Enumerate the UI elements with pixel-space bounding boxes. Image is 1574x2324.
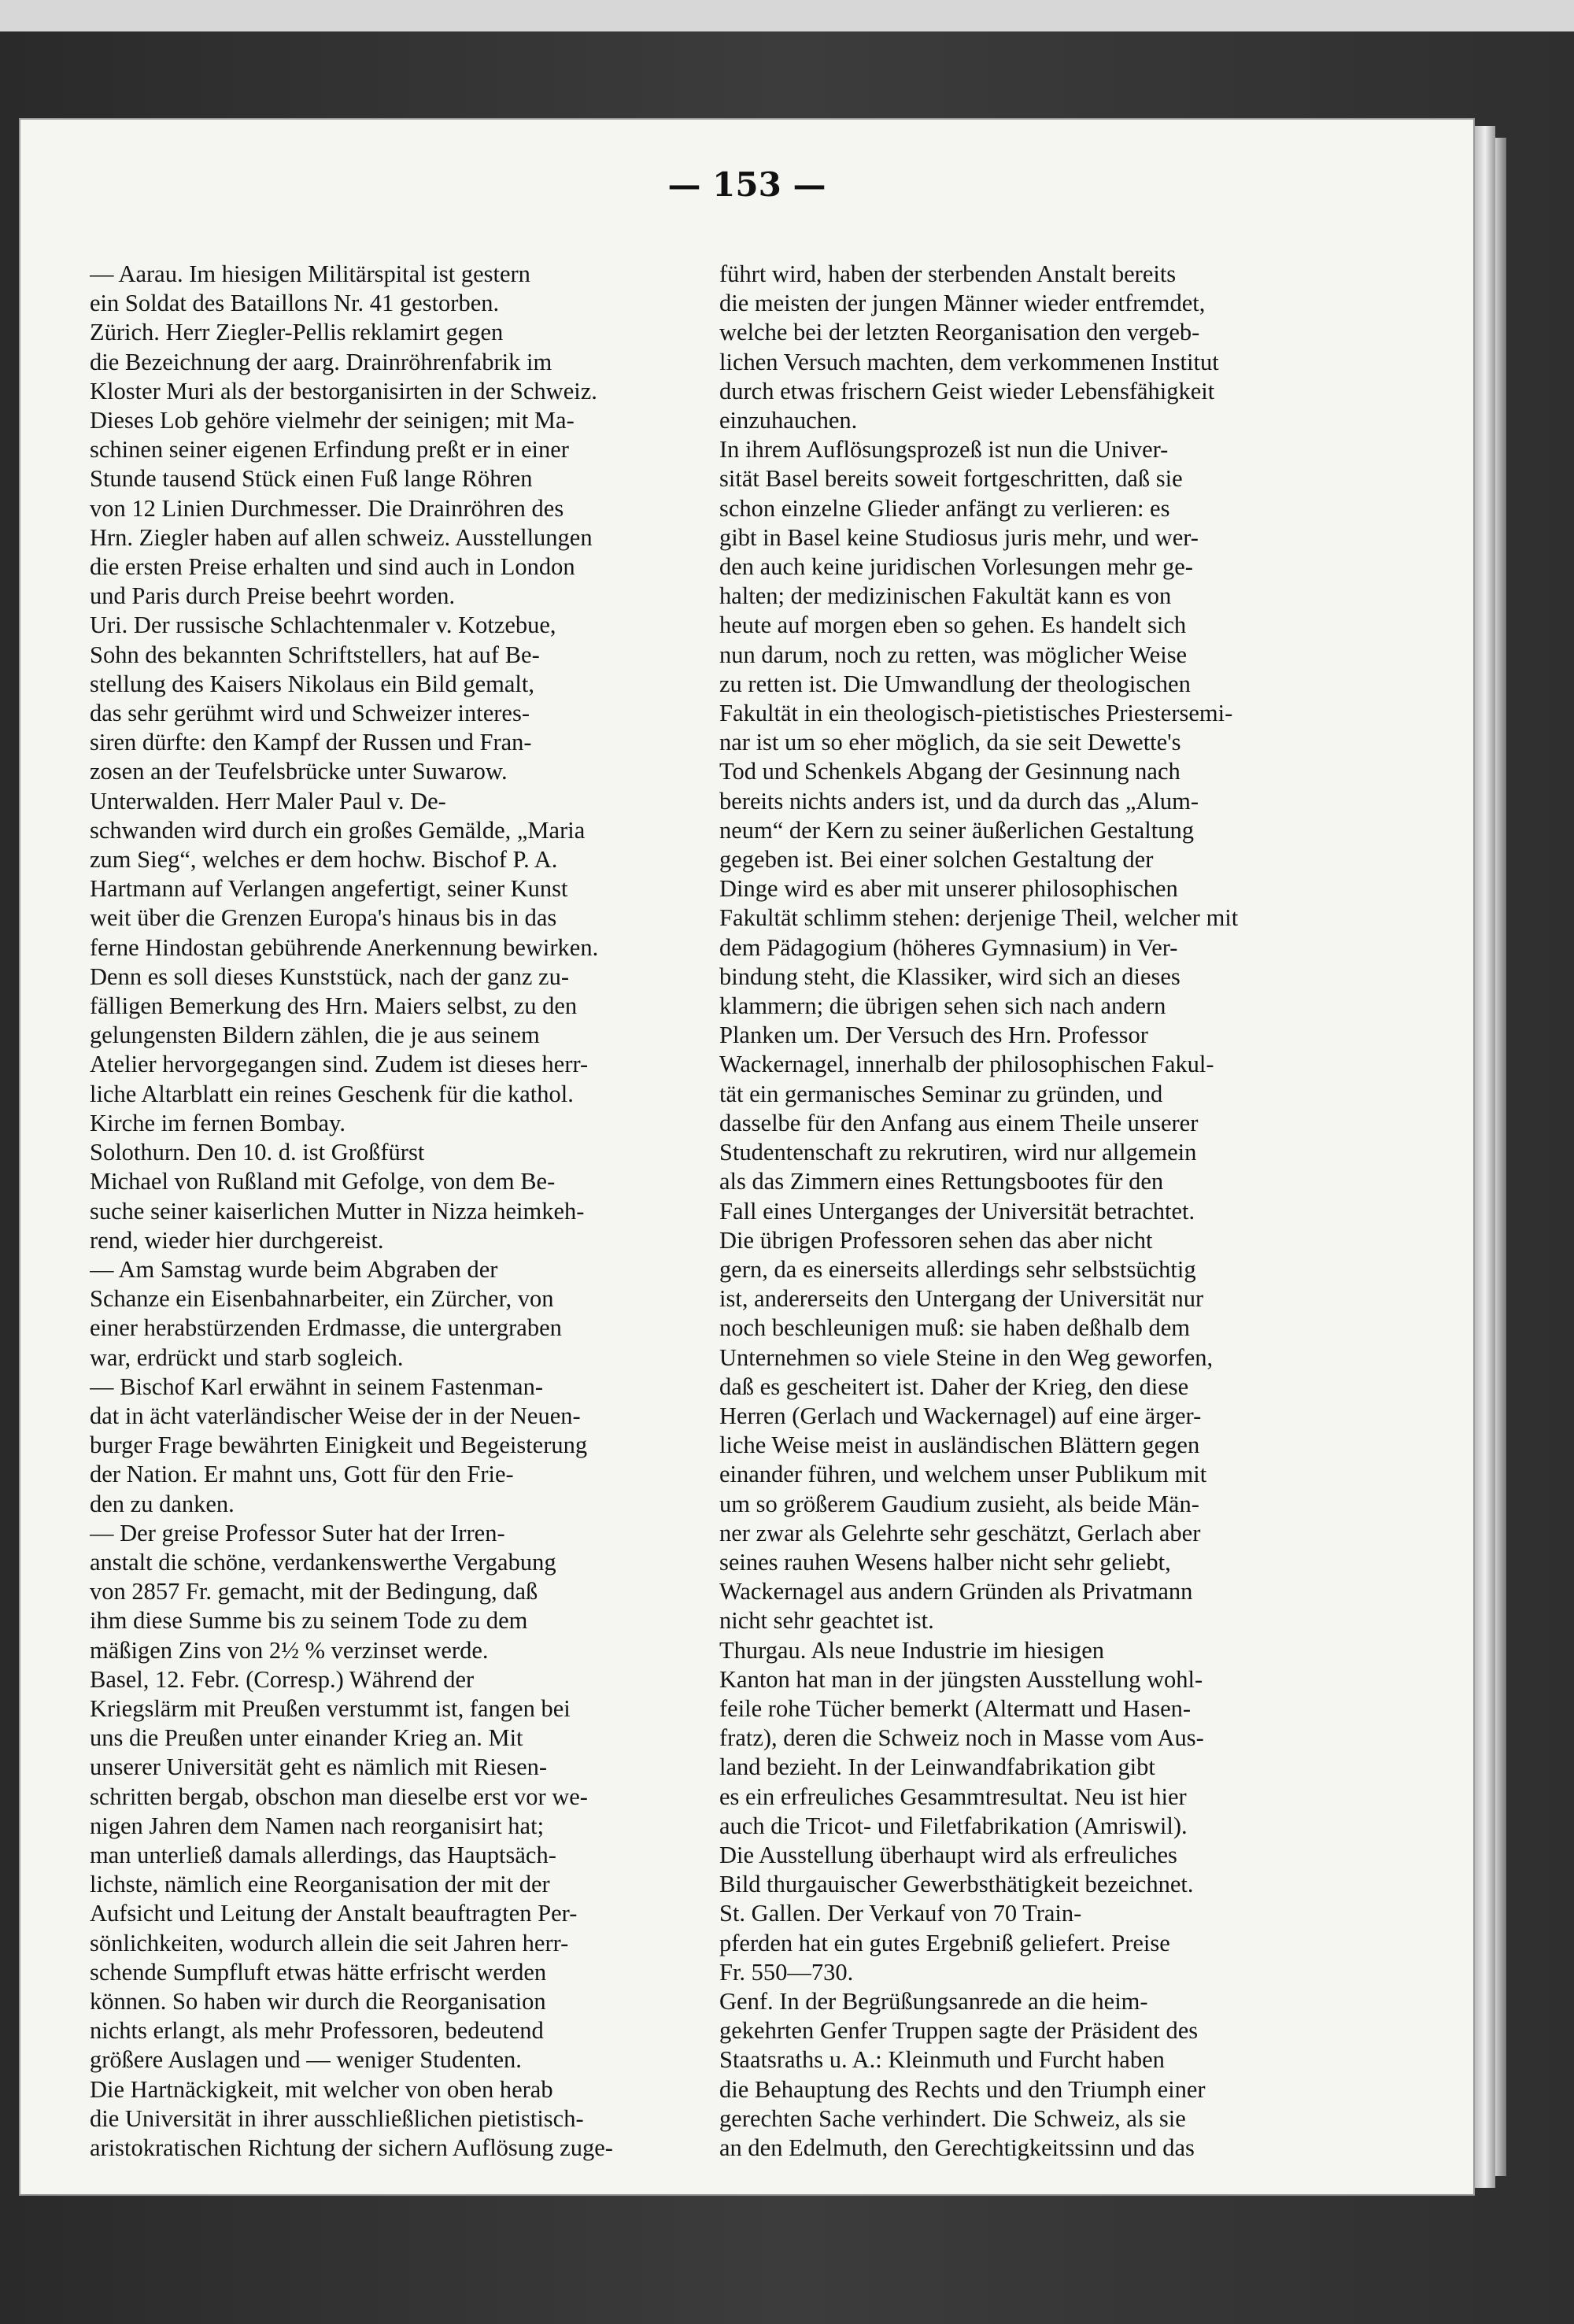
text-line: Die Ausstellung überhaupt wird als erfreuliches xyxy=(719,1841,1177,1868)
text-line: Fakultät schlimm stehen: derjenige Theil, welcher mit xyxy=(719,904,1239,932)
text-line: Unternehmen so viele Steine in den Weg geworfen, xyxy=(719,1343,1214,1371)
text-line: seines rauhen Wesens halber nicht sehr geliebt, xyxy=(719,1548,1171,1576)
text-line: Sohn des bekannten Schriftstellers, hat auf Be- xyxy=(90,641,540,668)
text-line: Fall eines Unterganges der Universität betrachtet. xyxy=(719,1197,1195,1225)
text-line: Staatsraths u. A.: Kleinmuth und Furcht haben xyxy=(719,2046,1165,2074)
text-line: Dinge wird es aber mit unserer philosophischen xyxy=(719,875,1178,903)
text-line: Wackernagel aus andern Gründen als Privatmann xyxy=(719,1578,1193,1605)
text-line: einander führen, und welchem unser Publikum mit xyxy=(719,1461,1207,1488)
text-line: feile rohe Tücher bemerkt (Altermatt und Hasen- xyxy=(719,1694,1192,1722)
text-line: Kirche im fernen Bombay. xyxy=(90,1109,345,1136)
text-line: Schanze ein Eisenbahnarbeiter, ein Zürcher, von xyxy=(90,1285,554,1313)
text-line: Herren (Gerlach und Wackernagel) auf eine ärger- xyxy=(719,1402,1202,1429)
text-line: an den Edelmuth, den Gerechtigkeitssinn und das xyxy=(719,2134,1195,2161)
text-line: daß es gescheitert ist. Daher der Krieg, den diese xyxy=(719,1373,1189,1400)
top-strip xyxy=(0,0,1574,31)
text-line: welche bei der letzten Reorganisation den vergeb- xyxy=(719,319,1200,346)
text-line: Kriegslärm mit Preußen verstummt ist, fangen bei xyxy=(90,1694,571,1722)
text-line: Hartmann auf Verlangen angefertigt, seiner Kunst xyxy=(90,875,568,903)
text-line: pferden hat ein gutes Ergebniß geliefert. Preise xyxy=(719,1929,1170,1956)
text-line: Atelier hervorgegangen sind. Zudem ist dieses herr- xyxy=(90,1051,589,1078)
text-line: sität Basel bereits soweit fortgeschritten, daß sie xyxy=(719,465,1183,493)
text-line: nar ist um so eher möglich, da sie seit Dewette's xyxy=(719,729,1181,756)
text-line: aristokratischen Richtung der sichern Auflösung zuge- xyxy=(90,2134,613,2161)
text-line: auch die Tricot- und Filetfabrikation (Amriswil). xyxy=(719,1812,1188,1839)
text-line: ferne Hindostan gebührende Anerkennung bewirken. xyxy=(90,933,599,961)
text-line: neum“ der Kern zu seiner äußerlichen Gestaltung xyxy=(719,816,1194,844)
text-line: ist, andererseits den Untergang der Universität nur xyxy=(719,1285,1204,1313)
text-line: dasselbe für den Anfang aus einem Theile unserer xyxy=(719,1109,1199,1136)
text-line: die Behauptung des Rechts und den Triumph einer xyxy=(719,2075,1206,2103)
text-line: dat in ächt vaterländischer Weise der in der Neuen- xyxy=(90,1402,581,1429)
text-line: fälligen Bemerkung des Hrn. Maiers selbst, zu den xyxy=(90,992,578,1020)
text-line: suche seiner kaiserlichen Mutter in Nizza heimkeh- xyxy=(90,1197,585,1225)
page-number: — 153 — xyxy=(667,165,826,204)
text-line: die meisten der jungen Männer wieder entfremdet, xyxy=(719,290,1206,317)
text-line: uns die Preußen unter einander Krieg an. Mit xyxy=(90,1724,523,1752)
text-line: nicht sehr geachtet ist. xyxy=(719,1607,934,1635)
text-line: Stunde tausend Stück einen Fuß lange Röhren xyxy=(90,465,533,493)
text-line: tät ein germanisches Seminar zu gründen, und xyxy=(719,1080,1163,1107)
text-line: zosen an der Teufelsbrücke unter Suwarow. xyxy=(90,758,508,785)
text-line: größere Auslagen und — weniger Studenten. xyxy=(90,2046,522,2074)
text-line: nichts erlangt, als mehr Professoren, bedeutend xyxy=(90,2017,544,2045)
text-line: anstalt die schöne, verdankenswerthe Vergabung xyxy=(90,1548,556,1576)
text-line: gern, da es einerseits allerdings sehr selbstsüchtig xyxy=(719,1255,1196,1283)
text-line: der Nation. Er mahnt uns, Gott für den Frie- xyxy=(90,1461,514,1488)
text-line: Planken um. Der Versuch des Hrn. Professor xyxy=(719,1022,1148,1049)
text-line: um so größerem Gaudium zusieht, als beide Män- xyxy=(719,1490,1199,1517)
text-line: rend, wieder hier durchgereist. xyxy=(90,1226,384,1254)
text-line: Kanton hat man in der jüngsten Ausstellung wohl- xyxy=(719,1665,1203,1693)
text-line: lichen Versuch machten, dem verkommenen Institut xyxy=(719,348,1219,375)
text-line: sönlichkeiten, wodurch allein die seit Jahren herr- xyxy=(90,1929,569,1956)
text-line: Denn es soll dieses Kunststück, nach der ganz zu- xyxy=(90,962,569,990)
text-line: gelungensten Bildern zählen, die je aus seinem xyxy=(90,1022,540,1049)
text-line: als das Zimmern eines Rettungsbootes für den xyxy=(719,1168,1164,1195)
text-line: liche Weise meist in ausländischen Blättern gegen xyxy=(719,1432,1200,1459)
text-line: Hrn. Ziegler haben auf allen schweiz. Ausstellungen xyxy=(90,523,593,551)
text-line: gerechten Sache verhindert. Die Schweiz, als sie xyxy=(719,2104,1186,2132)
text-line: zu retten ist. Die Umwandlung der theologischen xyxy=(719,670,1191,697)
text-line: liche Altarblatt ein reines Geschenk für die kathol. xyxy=(90,1080,574,1107)
text-line: fratz), deren die Schweiz noch in Masse vom Aus- xyxy=(719,1724,1204,1752)
text-line: land bezieht. In der Leinwandfabrikation gibt xyxy=(719,1753,1155,1781)
text-line: gekehrten Genfer Truppen sagte der Präsident des xyxy=(719,2017,1199,2045)
text-line: Thurgau. Als neue Industrie im hiesigen xyxy=(719,1636,1105,1664)
text-line: schritten bergab, obschon man dieselbe erst vor we- xyxy=(90,1783,588,1810)
book-page-edge-outer xyxy=(1495,138,1506,2176)
text-line: klammern; die übrigen sehen sich nach andern xyxy=(719,992,1166,1020)
text-line: die ersten Preise erhalten und sind auch in London xyxy=(90,553,575,581)
text-line: dem Pädagogium (höheres Gymnasium) in Ver- xyxy=(719,933,1178,961)
text-line: noch beschleunigen muß: sie haben deßhalb dem xyxy=(719,1314,1190,1342)
text-line: — Bischof Karl erwähnt in seinem Fastenman- xyxy=(90,1373,543,1400)
text-line: unserer Universität geht es nämlich mit Riesen- xyxy=(90,1753,548,1781)
text-line: den auch keine juridischen Vorlesungen mehr ge- xyxy=(719,553,1193,581)
text-line: und Paris durch Preise beehrt worden. xyxy=(90,582,456,610)
text-line: von 2857 Fr. gemacht, mit der Bedingung, daß xyxy=(90,1578,538,1605)
text-line: einer herabstürzenden Erdmasse, die untergraben xyxy=(90,1314,562,1342)
text-line: Die Hartnäckigkeit, mit welcher von oben herab xyxy=(90,2075,553,2103)
text-line: zum Sieg“, welches er dem hochw. Bischof P. A. xyxy=(90,846,558,874)
text-line: weit über die Grenzen Europa's hinaus bis in das xyxy=(90,904,557,932)
text-line: Kloster Muri als der bestorganisirten in der Schweiz. xyxy=(90,377,597,405)
text-line: schon einzelne Glieder anfängt zu verlieren: es xyxy=(719,494,1170,522)
text-line: das sehr gerühmt wird und Schweizer interes- xyxy=(90,700,530,727)
text-line: gegeben ist. Bei einer solchen Gestaltung der xyxy=(719,846,1154,874)
text-line: bereits nichts anders ist, und da durch das „Alum- xyxy=(719,787,1199,815)
text-line: St. Gallen. Der Verkauf von 70 Train- xyxy=(719,1900,1082,1927)
text-line: Michael von Rußland mit Gefolge, von dem Be- xyxy=(90,1168,556,1195)
text-line: — Am Samstag wurde beim Abgraben der xyxy=(90,1255,498,1283)
text-line: war, erdrückt und starb sogleich. xyxy=(90,1343,404,1371)
text-line: Fr. 550—730. xyxy=(719,1958,854,1986)
text-line: schwanden wird durch ein großes Gemälde, „Maria xyxy=(90,816,586,844)
book-page-edge xyxy=(1475,126,1495,2188)
text-line: von 12 Linien Durchmesser. Die Drainröhren des xyxy=(90,494,564,522)
right-column xyxy=(719,260,1341,2163)
text-line: Genf. In der Begrüßungsanrede an die heim- xyxy=(719,1987,1148,2015)
text-line: nigen Jahren dem Namen nach reorganisirt hat; xyxy=(90,1812,545,1839)
text-line: einzuhauchen. xyxy=(719,407,858,434)
text-line: Wackernagel, innerhalb der philosophischen Fakul- xyxy=(719,1051,1214,1078)
text-line: ein Soldat des Bataillons Nr. 41 gestorben. xyxy=(90,290,500,317)
text-line: können. So haben wir durch die Reorganisation xyxy=(90,1987,546,2015)
left-column xyxy=(90,260,696,2163)
text-line: die Bezeichnung der aarg. Drainröhrenfabrik im xyxy=(90,348,552,375)
text-line: lichste, nämlich eine Reorganisation der mit der xyxy=(90,1871,550,1898)
text-line: gibt in Basel keine Studiosus juris mehr, und wer- xyxy=(719,523,1199,551)
text-line: mäßigen Zins von 2½ % verzinset werde. xyxy=(90,1636,489,1664)
text-line: durch etwas frischern Geist wieder Lebensfähigkeit xyxy=(719,377,1215,405)
text-line: Tod und Schenkels Abgang der Gesinnung nach xyxy=(719,758,1180,785)
text-line: In ihrem Auflösungsprozeß ist nun die Univer- xyxy=(719,436,1169,464)
text-line: Studentenschaft zu rekrutiren, wird nur allgemein xyxy=(719,1139,1197,1166)
text-line: Dieses Lob gehöre vielmehr der seinigen; mit Ma- xyxy=(90,407,575,434)
text-line: Die übrigen Professoren sehen das aber nicht xyxy=(719,1226,1153,1254)
text-line: siren dürfte: den Kampf der Russen und Fran- xyxy=(90,729,532,756)
text-line: — Aarau. Im hiesigen Militärspital ist gestern xyxy=(90,260,530,287)
text-line: halten; der medizinischen Fakultät kann es von xyxy=(719,582,1172,610)
text-line: Bild thurgauischer Gewerbsthätigkeit bezeichnet. xyxy=(719,1871,1194,1898)
text-line: Solothurn. Den 10. d. ist Großfürst xyxy=(90,1139,425,1166)
text-line: schinen seiner eigenen Erfindung preßt er in einer xyxy=(90,436,569,464)
text-line: — Der greise Professor Suter hat der Irren- xyxy=(90,1519,505,1546)
text-line: Zürich. Herr Ziegler-Pellis reklamirt gegen xyxy=(90,319,504,346)
text-line: ner zwar als Gelehrte sehr geschätzt, Gerlach aber xyxy=(719,1519,1201,1546)
text-line: bindung steht, die Klassiker, wird sich an dieses xyxy=(719,962,1180,990)
text-line: stellung des Kaisers Nikolaus ein Bild gemalt, xyxy=(90,670,535,697)
text-line: man unterließ damals allerdings, das Hauptsäch- xyxy=(90,1841,556,1868)
text-line: Fakultät in ein theologisch-pietistisches Priestersemi- xyxy=(719,700,1233,727)
text-line: Unterwalden. Herr Maler Paul v. De- xyxy=(90,787,446,815)
text-line: es ein erfreuliches Gesammtresultat. Neu ist hier xyxy=(719,1783,1187,1810)
text-line: führt wird, haben der sterbenden Anstalt bereits xyxy=(719,260,1177,287)
book-page xyxy=(19,118,1475,2196)
text-line: Uri. Der russische Schlachtenmaler v. Kotzebue, xyxy=(90,611,556,639)
text-line: schende Sumpfluft etwas hätte erfrischt werden xyxy=(90,1958,547,1986)
text-line: Basel, 12. Febr. (Corresp.) Während der xyxy=(90,1665,475,1693)
text-line: nun darum, noch zu retten, was möglicher Weise xyxy=(719,641,1188,668)
text-line: heute auf morgen eben so gehen. Es handelt sich xyxy=(719,611,1187,639)
text-line: Aufsicht und Leitung der Anstalt beauftragten Per- xyxy=(90,1900,578,1927)
text-line: burger Frage bewährten Einigkeit und Begeisterung xyxy=(90,1432,588,1459)
text-line: den zu danken. xyxy=(90,1490,235,1517)
text-line: ihm diese Summe bis zu seinem Tode zu dem xyxy=(90,1607,528,1635)
text-line: die Universität in ihrer ausschließlichen pietistisch- xyxy=(90,2104,584,2132)
